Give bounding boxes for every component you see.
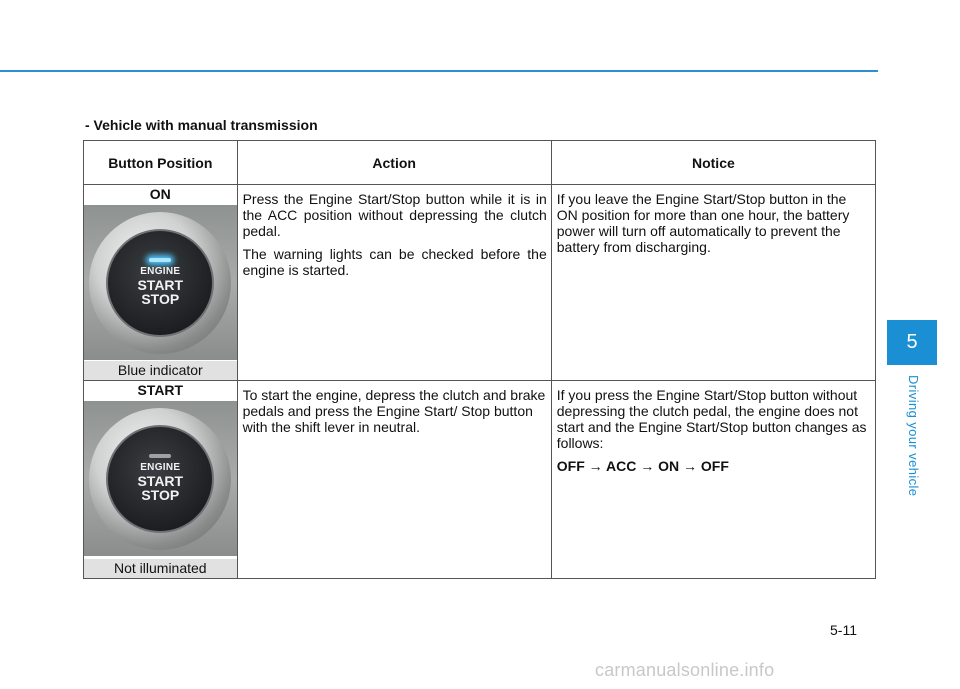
indicator-light-off (149, 454, 171, 458)
notice-cell (551, 185, 875, 381)
action-cell (237, 381, 551, 579)
position-label: ON (149, 186, 171, 202)
position-label: START (137, 382, 184, 398)
chapter-number: 5 (906, 331, 918, 353)
button-position-table (83, 140, 876, 579)
header-action: Action (237, 141, 551, 185)
position-cell-on (84, 185, 238, 381)
button-text-start: START (137, 276, 184, 293)
position-cell-start (84, 381, 238, 579)
button-bezel (89, 408, 231, 550)
button-bezel (89, 212, 231, 354)
action-text: The warning lights can be checked before the engine is started. (242, 246, 547, 278)
button-text-engine: ENGINE (140, 462, 181, 474)
action-text: To start the engine, depress the clutch and brake pedals and press the Engine Start/ Stop button with the shift lever in neutral. (242, 387, 546, 435)
header-notice: Notice (551, 141, 875, 185)
button-text-stop: STOP (141, 291, 180, 308)
image-caption: Not illuminated (84, 559, 237, 578)
mode-sequence: OFF → ACC → ON → OFF (556, 458, 729, 474)
table-row (84, 185, 876, 381)
action-cell (237, 185, 551, 381)
image-caption: Blue indicator (84, 361, 237, 380)
start-stop-button-icon (106, 425, 214, 533)
blue-indicator-light (149, 258, 171, 262)
action-text: Press the Engine Start/Stop button while it is in the ACC position without depressing the clutch pedal. (242, 191, 547, 239)
watermark: carmanualsonline.info (595, 660, 775, 680)
notice-cell (551, 381, 875, 579)
start-stop-button-icon (106, 229, 214, 337)
button-text-start: START (137, 472, 184, 489)
table-row (84, 381, 876, 579)
start-stop-button-image (84, 205, 237, 360)
button-text-stop: STOP (141, 487, 180, 504)
button-text-engine: ENGINE (140, 266, 181, 278)
table-header-row (84, 141, 876, 185)
header-button-position: Button Position (84, 141, 238, 185)
notice-text: If you leave the Engine Start/Stop button in the ON position for more than one hour, the battery power will turn off automatically to prevent the battery from discharging. (556, 191, 850, 255)
chapter-tab (887, 320, 937, 365)
page-number: 5-11 (830, 622, 857, 638)
header-rule (0, 70, 878, 72)
start-stop-button-image (84, 401, 237, 556)
notice-text: If you press the Engine Start/Stop button without depressing the clutch pedal, the engine does not start and the Engine Start/Stop button changes as follows: (556, 387, 867, 451)
chapter-title: Driving your vehicle (906, 375, 921, 497)
section-subtitle: - Vehicle with manual transmission (85, 117, 318, 133)
